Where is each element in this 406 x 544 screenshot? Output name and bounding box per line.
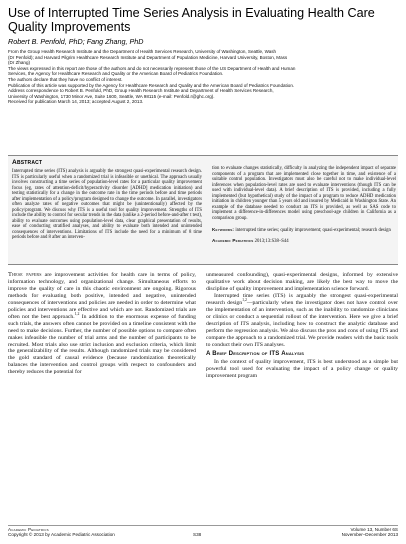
citation (212, 238, 396, 245)
footer-date: November–December 2013 (341, 532, 398, 538)
footer-copyright: Copyright © 2013 by Academic Pediatric Association (8, 532, 115, 538)
abstract-heading: Abstract (12, 159, 43, 166)
body-right-column (206, 272, 398, 380)
paragraph-text: Interrupted time series (ITS) is arguably the strongest quasi-experimental research design (206, 292, 398, 306)
affiliation-line: (Dr Penfold); and Harvard Pilgrim Healthcare Research Institute and Department of Population Medicine, Harvard University, Boston, Mass (8, 54, 288, 60)
paragraph-text: —particularly when the investigator does not have control over the implementation of an intervention, such as the inability to randomize clinicians or clinics or conduct a sequential rollout of the intervention. Here we give a brief description of ITS analysis, including how to construct the analytic database and perform the regression analysis. We also discuss the pros and cons of using ITS and compare the approach to a randomized trial. We provide readers with the basic tools to conduct their own ITS analyses. (206, 299, 398, 348)
keywords-list: interrupted time series; quality improvement; quasi-experimental; research design (235, 228, 391, 233)
body-paragraph (8, 272, 196, 376)
footer-right (342, 527, 398, 538)
paragraph-text: In addition to the enormous expense of funding such trials, the answers often cannot be provided on a timeline consistent with the need to make decisions. Further, the number of possible options to compare often makes infeasible the number of trial arms and the number of participants to be recruited. Most trials also use strict inclusion and exclusion criteria, which limit the generalizability of the results. Although randomized trials may be considered the gold standard of causal evidence (because randomization theoretically balances the intervention and control groups with respect to confounders and thereby reduces the potential for (8, 313, 196, 376)
body-paragraph (206, 293, 398, 349)
article-authors: Robert B. Penfold, PhD; Fang Zhang, PhD (8, 37, 144, 46)
disclaimer-line: The views expressed in this report are those of the authors and do not necessarily represent those of the US Department of Health and Human (8, 65, 296, 71)
correspondence-line: University of Washington, 1730 Minor Ave, Suite 1600, Seattle, WA 98115 (e-mail: Penfold.r@ghc.org). (8, 93, 215, 99)
section-heading: A Brief Description of ITS Analysis (206, 350, 305, 358)
abstract-right-column (212, 166, 396, 244)
body-paragraph: In the context of quality improvement, ITS is best understood as a simple but powerful tool used for evaluating the impact of a policy change or quality improvement program (206, 359, 398, 380)
reference-marker: 1,2 (242, 297, 247, 302)
footer-left (8, 527, 115, 538)
citation-journal: Academic Pediatrics (212, 237, 254, 243)
abstract-text-left: Interrupted time series (ITS) analysis is arguably the strongest quasi-experimental research design. ITS is particularly useful when a randomized trial is infeasible or unethical. The approach usually involves constructing a time series of population-level rates for a particular quality improvement focus (eg, rates of attention-deficit/hyperactivity disorder [ADHD] medication initiation) and testing statistically for a change in the outcome rate in the time periods before and time periods after implementation of a policy/program designed to change the outcome. In parallel, investigators often analyze rates of negative outcomes that might be (unintentionally) affected by the policy/program. We discuss why ITS is a useful tool for quality improvement. Strengths of ITS include the ability to control for secular trends in the data (unlike a 2-period before-and-after t test), ability to evaluate outcomes using population-level data, clear graphical presentation of results, ease of conducting stratified analyses, and ability to evaluate both intended and unintended consequences of interventions. Limitations of ITS include the need for a minimum of 8 time periods before and 8 after an interven- (12, 169, 202, 240)
citation-ref: 2013;13:S38–S44 (254, 238, 289, 244)
funding-statement: Publication of this article was supported by the Agency for Healthcare Research and Quality and the American Board of Pediatrics Foundation. (8, 82, 295, 88)
paragraph-text: are improvement activities for health care in terms of policy, information technology, and organizational change. Simultaneous efforts to improve the quality of care in this chaotic environment are ongoing. Rigorous methods for evaluating both positive, intended and negative, unintended consequences of interventions and policies are needed in order to determine what policies and interventions are effective and which are not. Randomized trials are often not the best approach. (8, 272, 196, 320)
footer-journal: Academic Pediatrics (8, 527, 49, 532)
lead-in: These papers (8, 271, 42, 278)
affiliation-line: From the Group Health Research Institute and the Department of Health Services Research, University of Washington, Seattle, Wash (8, 49, 277, 54)
footer-volume: Volume 13, Number 6S (350, 527, 398, 532)
article-title: Use of Interrupted Time Series Analysis in Evaluating Health Care Quality Improvements (8, 6, 375, 34)
abstract-left-column (12, 169, 202, 241)
footer-divider (8, 525, 398, 526)
abstract-text-right: tion to evaluate changes statistically, difficulty in analyzing the independent impact of separate components of a program that are implemented close together in time, and existence of a suitable control population. Investigators must also be careful not to make individual-level inferences when population-level rates are used to evaluate interventions (though ITS can be used with individual-level data). A brief description of ITS is provided, including a fully implemented (but hypothetical) study of the impact of a program to reduce ADHD medication initiation in children younger than 5 years old and insured by Medicaid in Washington State. An example of the database needed to conduct an ITS is provided, as well as SAS code to implement a difference-in-differences model using preschool-age children in California as a comparison group. (212, 166, 396, 221)
conflict-statement: The authors declare that they have no conflict of interest. (8, 76, 123, 82)
affiliations-block (8, 49, 400, 105)
body-paragraph: unmeasured confounding), quasi-experimental designs, informed by extensive qualitative work about decision making, are likely the best way to move the discipline of quality improvement and implementation science forward. (206, 272, 398, 292)
body-left-column (8, 272, 196, 376)
affiliation-line: (Dr Zhang) (8, 60, 30, 66)
reference-marker: 1,2 (74, 311, 80, 316)
correspondence-line: Address correspondence to Robert B. Penfold, PhD, Group Health Research Institute and Department of Health Services Research, (8, 88, 274, 94)
disclaimer-line: Services, the Agency for Healthcare Research and Quality or the American Board of Pediatrics Foundation. (8, 71, 224, 77)
keywords (212, 227, 396, 234)
abstract-box (8, 155, 398, 265)
keywords-label: Keywords: (212, 227, 235, 232)
received-date: Received for publication March 14, 2013; accepted August 2, 2013. (8, 99, 144, 105)
page-number: S38 (193, 532, 202, 537)
